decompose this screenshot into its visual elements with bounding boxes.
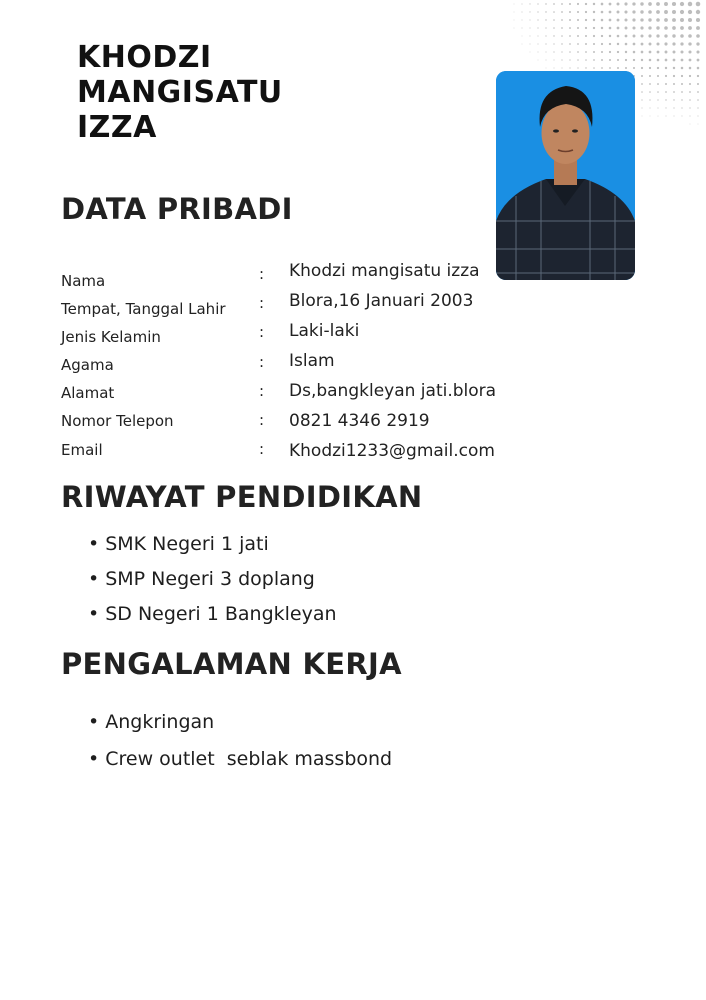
info-colon: : [259,411,265,429]
info-colon: : [259,265,265,283]
list-item: • Crew outlet seblak massbond [88,748,393,770]
bullet: • [88,711,100,733]
info-label: Email [61,441,103,459]
info-value: Blora,16 Januari 2003 [289,291,474,311]
bullet: • [88,748,100,770]
experience-title: PENGALAMAN KERJA [61,647,402,681]
personal-data-title: DATA PRIBADI [61,192,293,226]
info-value: Laki-laki [289,321,360,341]
resume-name-heading [77,40,283,145]
info-colon: : [259,353,265,371]
info-value: Khodzi1233@gmail.com [289,441,495,461]
info-label: Alamat [61,384,115,402]
list-item: • SMP Negeri 3 doplang [88,568,315,590]
info-value: Ds,bangkleyan jati.blora [289,381,497,401]
bullet: • [88,533,100,555]
list-item: • SD Negeri 1 Bangkleyan [88,603,337,625]
info-label: Jenis Kelamin [61,328,161,346]
list-item: • SMK Negeri 1 jati [88,533,269,555]
info-label: Tempat, Tanggal Lahir [61,300,226,318]
info-colon: : [259,440,265,458]
bullet: • [88,603,100,625]
info-colon: : [259,323,265,341]
info-label: Nomor Telepon [61,412,174,430]
info-label: Agama [61,356,114,374]
list-item: • Angkringan [88,711,215,733]
info-colon: : [259,294,265,312]
name-line-2: MANGISATU [77,75,283,110]
info-value: Khodzi mangisatu izza [289,261,480,281]
info-value: Islam [289,351,335,371]
bullet: • [88,568,100,590]
info-value: 0821 4346 2919 [289,411,430,431]
education-title: RIWAYAT PENDIDIKAN [61,480,423,514]
name-line-3: IZZA [77,110,157,145]
info-colon: : [259,382,265,400]
info-label: Nama [61,272,106,290]
name-line-1: KHODZI [77,40,212,75]
profile-photo [496,71,635,280]
